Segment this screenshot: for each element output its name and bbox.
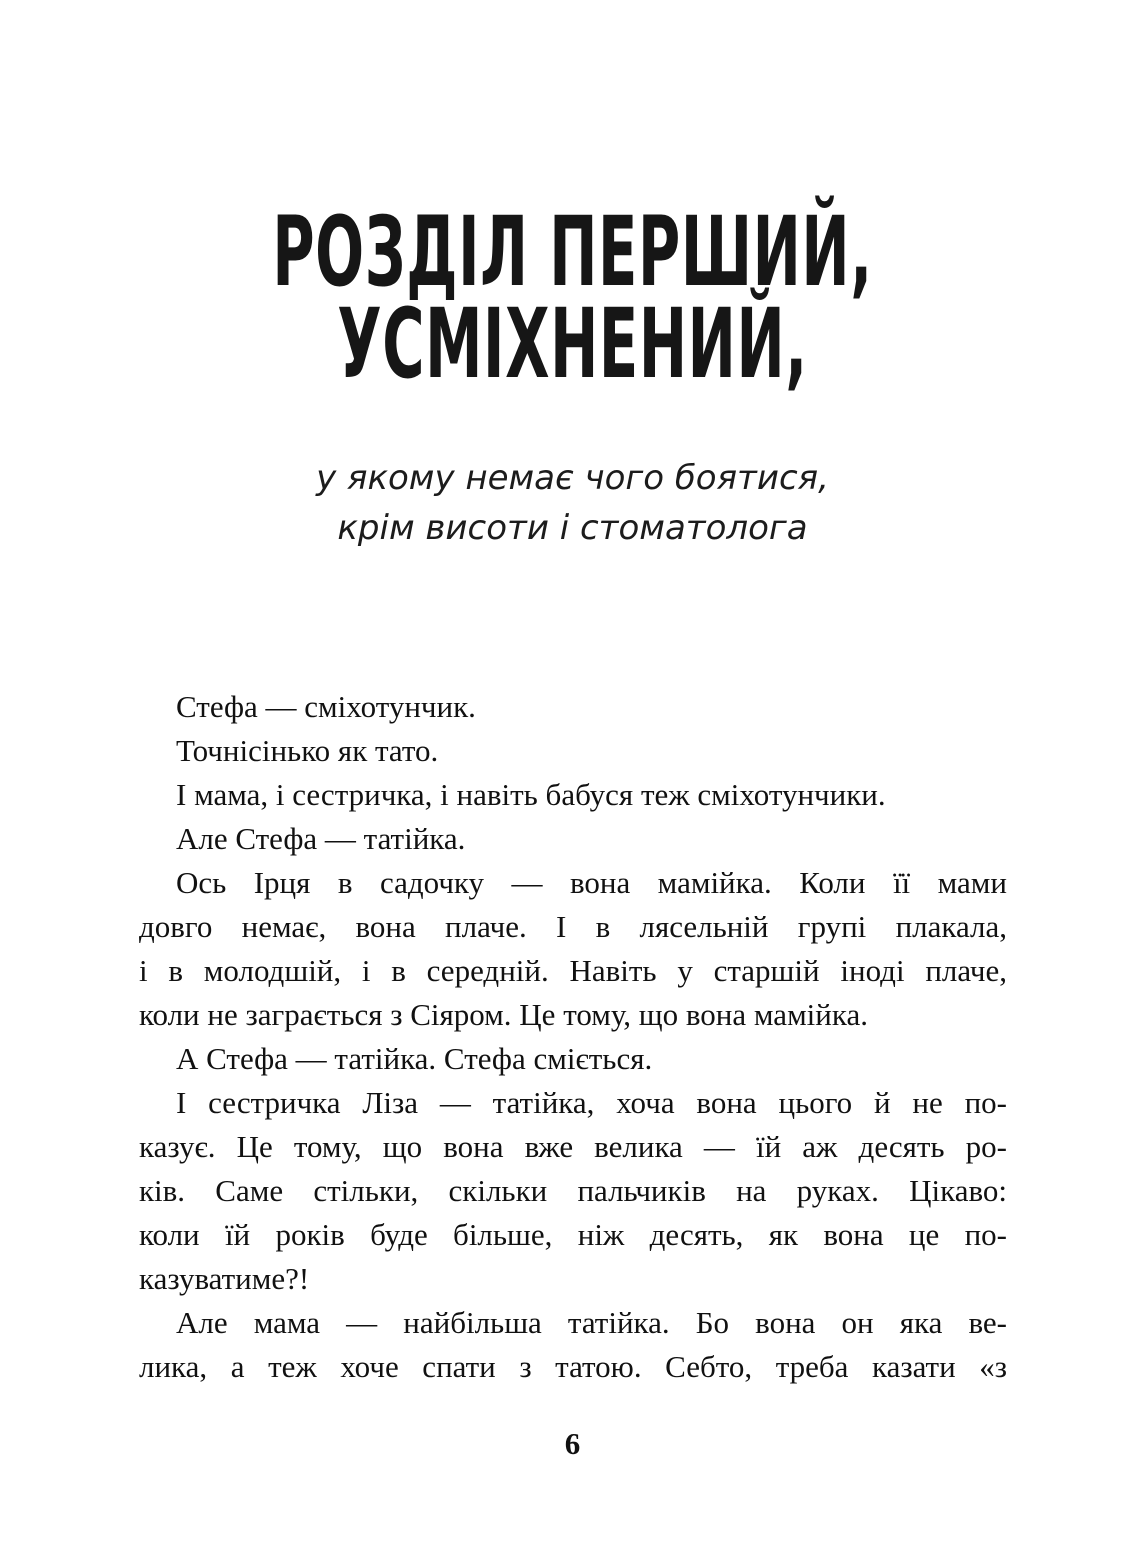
body-line: А Стефа — татійка. Стефа сміється. <box>176 1041 653 1076</box>
chapter-subtitle <box>0 453 1145 553</box>
body-line: коли їй років буде більше, ніж десять, як вона це по- <box>139 1217 1007 1252</box>
body-line: Точнісінько як тато. <box>176 733 439 768</box>
body-line: довго немає, вона плаче. І в лясельній групі плакала, <box>139 909 1007 944</box>
body-line: казуватиме?! <box>139 1261 310 1296</box>
body-line: ків. Саме стільки, скільки пальчиків на руках. Цікаво: <box>139 1173 1007 1208</box>
chapter-subtitle-line-2: крім висоти і стоматолога <box>337 508 808 548</box>
chapter-title <box>229 196 916 400</box>
body-line: Але мама — найбільша татійка. Бо вона он яка ве- <box>176 1305 1007 1340</box>
body-line: і в молодшій, і в середній. Навіть у старшій іноді плаче, <box>139 953 1007 988</box>
chapter-title-line-2: УСМІХНЕНИЙ, <box>337 288 808 400</box>
body-line: лика, а теж хоче спати з татою. Себто, треба казати «з <box>139 1349 1007 1384</box>
body-line: казує. Це тому, що вона вже велика — їй аж десять ро- <box>139 1129 1007 1164</box>
body-line: Але Стефа — татійка. <box>176 821 466 856</box>
chapter-subtitle-line-1: у якому немає чого боятися, <box>316 458 829 498</box>
chapter-title-line-1: РОЗДІЛ ПЕРШИЙ, <box>272 196 873 308</box>
body-line: І сестричка Ліза — татійка, хоча вона цього й не по- <box>176 1085 1007 1120</box>
body-line: Стефа — сміхотунчик. <box>176 689 476 724</box>
body-line: Ось Ірця в садочку — вона мамійка. Коли її мами <box>176 865 1007 900</box>
body-line: І мама, і сестричка, і навіть бабуся теж сміхотунчики. <box>176 777 886 812</box>
body-line: коли не заграється з Сіяром. Це тому, що вона мамійка. <box>139 997 868 1032</box>
body-text <box>139 685 1007 1389</box>
page-number: 6 <box>564 1426 581 1461</box>
